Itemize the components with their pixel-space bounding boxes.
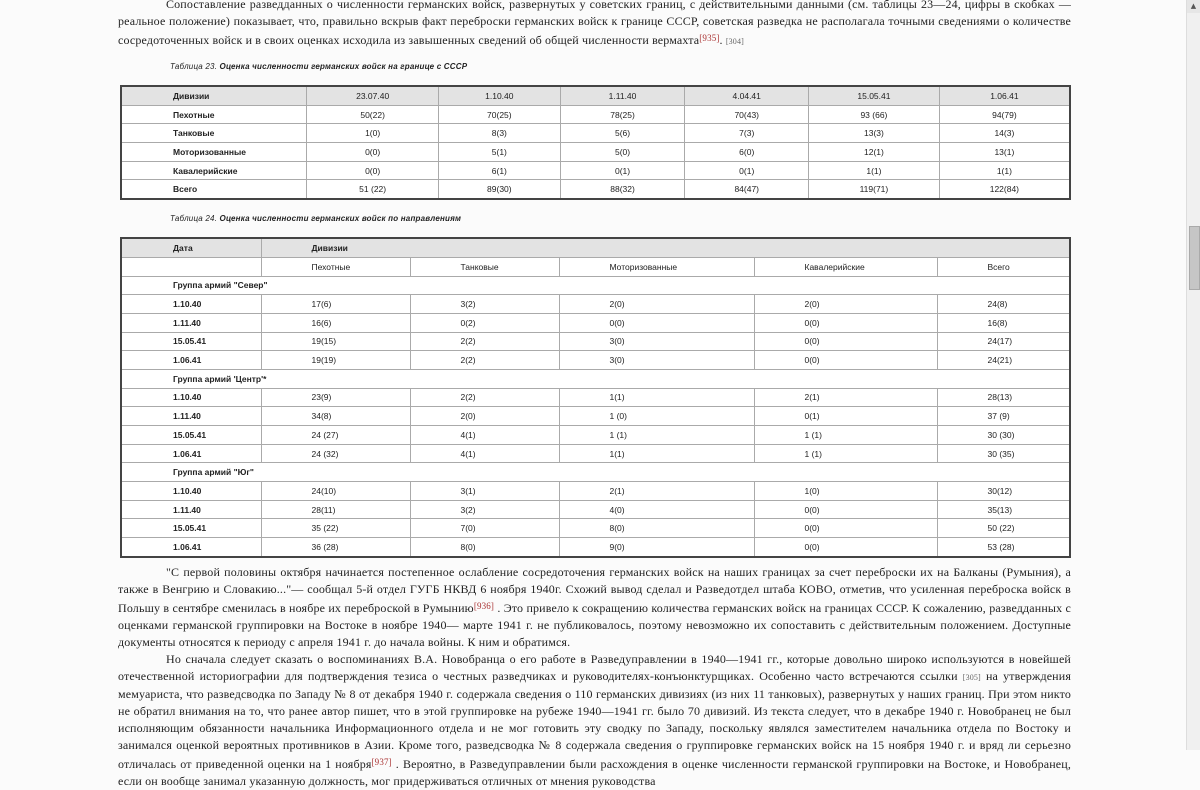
table-cell: 2(0) — [559, 295, 754, 314]
table-subheader-row — [121, 257, 1070, 276]
table-cell: 1 (1) — [559, 426, 754, 445]
table-row — [121, 388, 1070, 407]
table-cell: 3(2) — [410, 295, 559, 314]
table-cell: 6(0) — [685, 143, 809, 162]
paragraph-text-tail: . Вероятно, в Разведуправлении были расхождения в оценке численности германской группировки на Востоке, и Новобранец, если он вообще занимал указанную должность, мог придерживаться отличных от мнения руководства — [118, 756, 1071, 788]
table-row — [121, 482, 1070, 501]
table-row — [121, 500, 1070, 519]
source-link[interactable]: [305] — [962, 672, 981, 682]
table-row — [121, 105, 1070, 124]
table-cell: 16(6) — [261, 313, 410, 332]
header-divisions: Дивизии — [261, 238, 1070, 257]
table-row — [121, 332, 1070, 351]
table-cell: 89(30) — [438, 180, 560, 199]
subheader-cell: Всего — [937, 257, 1070, 276]
table-cell: 70(43) — [685, 105, 809, 124]
table-cell: 88(32) — [560, 180, 685, 199]
row-date: 1.11.40 — [121, 313, 261, 332]
row-date: 1.10.40 — [121, 482, 261, 501]
table-cell: 24(8) — [937, 295, 1070, 314]
table-cell: 6(1) — [438, 161, 560, 180]
table-cell: 0(2) — [410, 313, 559, 332]
table-row — [121, 124, 1070, 143]
table-row — [121, 519, 1070, 538]
table-cell: 28(13) — [937, 388, 1070, 407]
table-cell: 23(9) — [261, 388, 410, 407]
table-row — [121, 143, 1070, 162]
paragraph-second — [118, 564, 1071, 651]
row-date: 1.11.40 — [121, 407, 261, 426]
table-cell: 9(0) — [559, 538, 754, 557]
table-cell: 24(17) — [937, 332, 1070, 351]
table-cell: 4(1) — [410, 426, 559, 445]
vertical-scrollbar[interactable] — [1186, 0, 1200, 750]
row-label: Кавалерийские — [121, 161, 307, 180]
table-cell: 8(3) — [438, 124, 560, 143]
table-cell: 94(79) — [939, 105, 1070, 124]
table-cell: 1(1) — [939, 161, 1070, 180]
header-divisions: Дивизии — [121, 86, 307, 105]
table-row — [121, 351, 1070, 370]
paragraph-text: Но сначала следует сказать о воспоминаниях В.А. Новобранца о его работе в Разведуправлении в 1940—1941 гг., которые довольно широко используются в новейшей отечественной историографии для подтверждения тезиса о честных разведчиках и руководителях-конъюнктурщиках. Особенно часто встречаются ссылки — [118, 651, 1071, 683]
table-header-row — [121, 86, 1070, 105]
row-date: 1.06.41 — [121, 538, 261, 557]
table-cell: 13(1) — [939, 143, 1070, 162]
caption-title: Оценка численности германских войск по направлениям — [219, 214, 462, 224]
table-cell: 24(21) — [937, 351, 1070, 370]
table-cell: 119(71) — [809, 180, 940, 199]
header-date: 1.11.40 — [560, 86, 685, 105]
table-cell: 50 (22) — [937, 519, 1070, 538]
table-cell: 93 (66) — [809, 105, 940, 124]
row-label: Всего — [121, 180, 307, 199]
table-cell: 30(12) — [937, 482, 1070, 501]
paragraph-text: Сопоставление разведданных о численности германских войск, развернутых у советских границ, с действительными данными (см. таблицы 23—24, цифры в скобках — реальное положение) показывает, что, правильно вскрыв факт переброски германских войск к границе СССР, советская разведка не располагала точными сведениями о количестве сосредоточенных войск и в своих оценках исходила из завышенных сведений об общей численности вермахта — [118, 0, 1071, 47]
table-cell: 5(6) — [560, 124, 685, 143]
row-date: 15.05.41 — [121, 332, 261, 351]
table-cell: 78(25) — [560, 105, 685, 124]
row-date: 1.11.40 — [121, 500, 261, 519]
paragraph-text-mid: на утверждения мемуариста, что разведсводка по Западу № 8 от декабря 1940 г. содержала сведения о 110 германских дивизиях (из них 11 танковых), развернутых у наших границ. При этом никто не обратил внимания на то, что ранее автор пишет, что в этой группировке на рубеже 1940—1941 гг. было 70 дивизий. Из текста следует, что в декабре 1940 г. Новобранец не был исполняющим обязанности начальника Информационного отдела и не мог готовить эту сводку по Западу, поскольку являлся заместителем начальника отдела по Востоку и занимался оценкой вероятных противников в Азии. Кроме того, разведсводка № 8 содержала сведения о группировке германских войск на 15 ноября 1940 г. и вряд ли серьезно отличалась от приведенной оценки на 1 ноября — [118, 668, 1071, 771]
group-name: Группа армий "Север" — [121, 276, 1070, 295]
table-cell: 0(1) — [560, 161, 685, 180]
paragraph-text-tail: . Это привело к сокращению количества германских войск на границах СССР. К сожалению, разведданных с оценками германской группировки на Востоке в ноябре 1940— марте 1941 г. не публиковалось, поэтому невозможно их сопоставить с действительным положением. Доступные документы относятся к периоду с апреля 1941 г. до начала войны. К ним и обратимся. — [118, 600, 1072, 649]
row-date: 1.10.40 — [121, 295, 261, 314]
table-cell: 0(0) — [754, 332, 937, 351]
table-cell: 0(0) — [754, 538, 937, 557]
table-cell: 35 (22) — [261, 519, 410, 538]
table-cell: 3(0) — [559, 332, 754, 351]
row-label: Моторизованные — [121, 143, 307, 162]
table-cell: 2(1) — [559, 482, 754, 501]
table-cell: 1(1) — [559, 444, 754, 463]
table-cell: 5(0) — [560, 143, 685, 162]
table-row — [121, 295, 1070, 314]
header-date: 15.05.41 — [809, 86, 940, 105]
table-cell: 0(0) — [307, 161, 439, 180]
table-cell: 4(0) — [559, 500, 754, 519]
table-cell: 2(0) — [410, 407, 559, 426]
table-cell: 30 (30) — [937, 426, 1070, 445]
table-cell: 3(1) — [410, 482, 559, 501]
table-cell: 12(1) — [809, 143, 940, 162]
caption-prefix: Таблица 23. — [170, 62, 218, 71]
table-cell: 1 (1) — [754, 426, 937, 445]
table-cell: 2(2) — [410, 351, 559, 370]
table-cell: 14(3) — [939, 124, 1070, 143]
table-cell: 0(0) — [307, 143, 439, 162]
table-cell: 3(0) — [559, 351, 754, 370]
table-cell: 51 (22) — [307, 180, 439, 199]
table-cell: 8(0) — [559, 519, 754, 538]
article-content — [118, 0, 1071, 790]
row-date: 15.05.41 — [121, 426, 261, 445]
paragraph-intro — [118, 0, 1071, 50]
scrollbar-thumb[interactable] — [1189, 226, 1200, 290]
paragraph-text: "С первой половины октября начинается постепенное ослабление сосредоточения германских войск на наших границах за счет переброски их на Балканы (Румыния), а также в Венгрию и Словакию..."— сообщал 5-й отдел ГУГБ НКВД 6 ноября 1940г. Схожий вывод сделал и Разведотдел штаба КОВО, отметив, что усиленная переброска войск в Польшу в сентябре сменилась в ноябре их переброской в Румынию — [118, 564, 1071, 615]
caption-title: Оценка численности германских войск на границе с СССР — [219, 62, 468, 71]
header-date: 1.06.41 — [939, 86, 1070, 105]
group-name: Группа армий 'Центр'* — [121, 369, 1070, 388]
row-label: Пехотные — [121, 105, 307, 124]
footnote-ref[interactable]: [937] — [371, 756, 392, 767]
table-cell: 1 (1) — [754, 444, 937, 463]
table-row — [121, 426, 1070, 445]
table-cell: 1(0) — [754, 482, 937, 501]
table-cell: 84(47) — [685, 180, 809, 199]
table-cell: 0(0) — [754, 351, 937, 370]
table-row — [121, 407, 1070, 426]
table-cell: 0(0) — [754, 313, 937, 332]
table-cell: 7(0) — [410, 519, 559, 538]
table-cell: 2(0) — [754, 295, 937, 314]
row-date: 1.06.41 — [121, 351, 261, 370]
scroll-up-arrow-icon[interactable]: ▲ — [1187, 0, 1200, 13]
table-cell: 17(6) — [261, 295, 410, 314]
table-cell: 28(11) — [261, 500, 410, 519]
table-cell: 37 (9) — [937, 407, 1070, 426]
header-date: Дата — [121, 238, 261, 257]
paragraph-text-tail: . — [719, 33, 726, 47]
header-date: 1.10.40 — [438, 86, 560, 105]
table-cell: 50(22) — [307, 105, 439, 124]
table-cell: 3(2) — [410, 500, 559, 519]
subheader-cell: Пехотные — [261, 257, 410, 276]
group-row — [121, 369, 1070, 388]
group-row — [121, 463, 1070, 482]
table-cell: 0(0) — [754, 519, 937, 538]
paragraph-third — [118, 651, 1071, 790]
table-row — [121, 161, 1070, 180]
table-cell: 1(1) — [809, 161, 940, 180]
table-cell: 2(1) — [754, 388, 937, 407]
table-cell: 70(25) — [438, 105, 560, 124]
footnote-ref[interactable]: [936] — [473, 600, 495, 611]
row-date: 15.05.41 — [121, 519, 261, 538]
table-cell: 19(19) — [261, 351, 410, 370]
header-date: 23.07.40 — [307, 86, 439, 105]
table-header-row — [121, 238, 1070, 257]
row-date: 1.06.41 — [121, 444, 261, 463]
table-row — [121, 538, 1070, 557]
subheader-empty — [121, 257, 261, 276]
table-cell: 13(3) — [809, 124, 940, 143]
table-cell: 0(1) — [754, 407, 937, 426]
table-cell: 0(0) — [559, 313, 754, 332]
table-cell: 4(1) — [410, 444, 559, 463]
subheader-cell: Кавалерийские — [754, 257, 937, 276]
table-cell: 7(3) — [685, 124, 809, 143]
table-cell: 2(2) — [410, 388, 559, 407]
table-cell: 19(15) — [261, 332, 410, 351]
table-cell: 16(8) — [937, 313, 1070, 332]
table-cell: 0(0) — [754, 500, 937, 519]
table-row — [121, 180, 1070, 199]
table24-caption — [170, 214, 1071, 223]
group-name: Группа армий "Юг" — [121, 463, 1070, 482]
group-row — [121, 276, 1070, 295]
table-cell: 5(1) — [438, 143, 560, 162]
subheader-cell: Моторизованные — [559, 257, 754, 276]
table-cell: 36 (28) — [261, 538, 410, 557]
table-cell: 53 (28) — [937, 538, 1070, 557]
table-cell: 34(8) — [261, 407, 410, 426]
row-date: 1.10.40 — [121, 388, 261, 407]
table-cell: 1 (0) — [559, 407, 754, 426]
table-cell: 2(2) — [410, 332, 559, 351]
table23-caption — [170, 62, 1071, 71]
header-date: 4.04.41 — [685, 86, 809, 105]
table-cell: 24 (27) — [261, 426, 410, 445]
table-cell: 122(84) — [939, 180, 1070, 199]
subheader-cell: Танковые — [410, 257, 559, 276]
table-row — [121, 313, 1070, 332]
table-cell: 35(13) — [937, 500, 1070, 519]
footnote-ref[interactable]: [935] — [699, 33, 720, 43]
table-cell: 1(1) — [559, 388, 754, 407]
table-cell: 0(1) — [685, 161, 809, 180]
table-cell: 8(0) — [410, 538, 559, 557]
table-cell: 30 (35) — [937, 444, 1070, 463]
source-link[interactable]: [304] — [725, 37, 744, 46]
table-cell: 24 (32) — [261, 444, 410, 463]
table-cell: 1(0) — [307, 124, 439, 143]
table-cell: 24(10) — [261, 482, 410, 501]
caption-prefix: Таблица 24. — [170, 214, 218, 224]
table-23 — [120, 85, 1071, 200]
table-24 — [120, 237, 1071, 558]
row-label: Танковые — [121, 124, 307, 143]
table-row — [121, 444, 1070, 463]
